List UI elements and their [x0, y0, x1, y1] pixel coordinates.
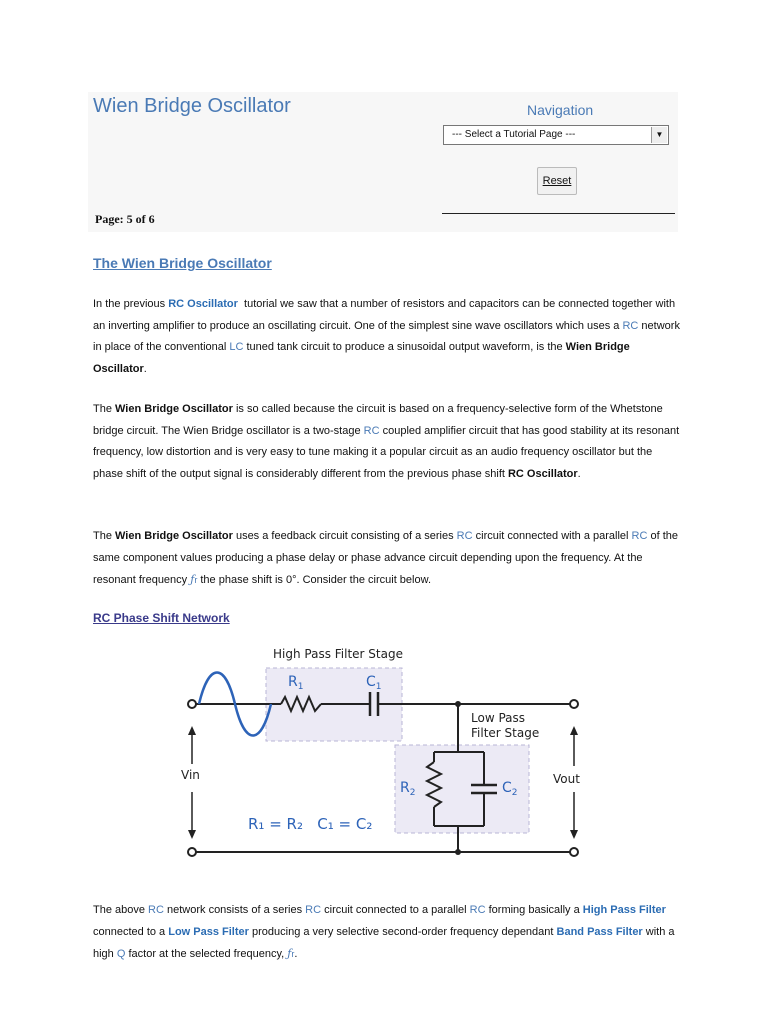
divider [442, 213, 675, 214]
svg-text:C1: $C_1$ [366, 674, 382, 692]
reset-button[interactable] [537, 167, 577, 195]
svg-text:R2: $R_2$ [400, 780, 416, 798]
svg-text:C2: $C_2$ [502, 780, 518, 798]
section-title: The Wien Bridge Oscillator [93, 255, 272, 271]
r2-label: R [400, 780, 410, 796]
page-title: Wien Bridge Oscillator [93, 95, 291, 117]
c1-label: C [366, 674, 376, 690]
tutorial-page-select[interactable] [443, 125, 669, 145]
page-number: Page: 5 of 6 [95, 212, 155, 226]
subsection-title: RC Phase Shift Network [93, 611, 230, 625]
paragraph-4: The above RC network consists of a series RC circuit connected to a parallel RC forming basically a High Pass Filter connected to a Low Pass Filter producing a very selective second-order frequency dependant Band Pass Filter with a high Q factor at the selected frequency, ƒr. [93, 904, 675, 960]
chevron-down-icon[interactable]: ▼ [651, 127, 667, 143]
rc-oscillator-link[interactable]: RC Oscillator [168, 298, 238, 310]
low-pass-label-1: Low Pass [471, 711, 525, 725]
svg-text:R1: $R_1$ [288, 674, 304, 692]
page-header [88, 92, 678, 232]
select-value: --- Select a Tutorial Page --- [452, 129, 576, 140]
paragraph-1: In the previous RC Oscillator tutorial we saw that a number of resistors and capacitors can be connected together with an inverting amplifier to produce an oscillating circuit. One of the simplest sine wave oscillators which uses a RC network in place of the conventional LC tuned tank circuit to produce a sinusoidal output waveform, is the Wien Bridge Oscillator. [93, 298, 680, 375]
navigation-label: Navigation [527, 102, 594, 118]
c2-label: C [502, 780, 512, 796]
rc-phase-shift-diagram [181, 642, 587, 862]
high-pass-label: High Pass Filter Stage [273, 647, 403, 661]
vout-label: Vout [553, 772, 580, 786]
paragraph-2: The Wien Bridge Oscillator is so called because the circuit is based on a frequency-selective form of the Whetstone bridge circuit. The Wien Bridge oscillator is a two-stage RC coupled amplifier circuit that has good stability at its resonant frequency, low distortion and is very easy to tune making it a popular circuit as an audio frequency oscillator but the phase shift of the output signal is considerably different from the previous phase shift RC Oscillator. [93, 403, 680, 480]
equation-label: R₁ = R₂ C₁ = C₂ [248, 815, 373, 833]
paragraph-3: The Wien Bridge Oscillator uses a feedback circuit consisting of a series RC circuit connected with a parallel RC of the same component values producing a phase delay or phase advance circuit depending upon the frequency. At the resonant frequency ƒr the phase shift is 0°. Consider the circuit below. [93, 530, 678, 586]
high-pass-filter-link[interactable]: High Pass Filter [582, 904, 666, 916]
reset-label: Reset [542, 175, 572, 187]
r1-label: R [288, 674, 298, 690]
low-pass-filter-link[interactable]: Low Pass Filter [168, 925, 249, 938]
low-pass-label-2: Filter Stage [471, 726, 540, 740]
vin-label: Vin [181, 768, 200, 782]
band-pass-filter-link[interactable]: Band Pass Filter [556, 925, 643, 938]
